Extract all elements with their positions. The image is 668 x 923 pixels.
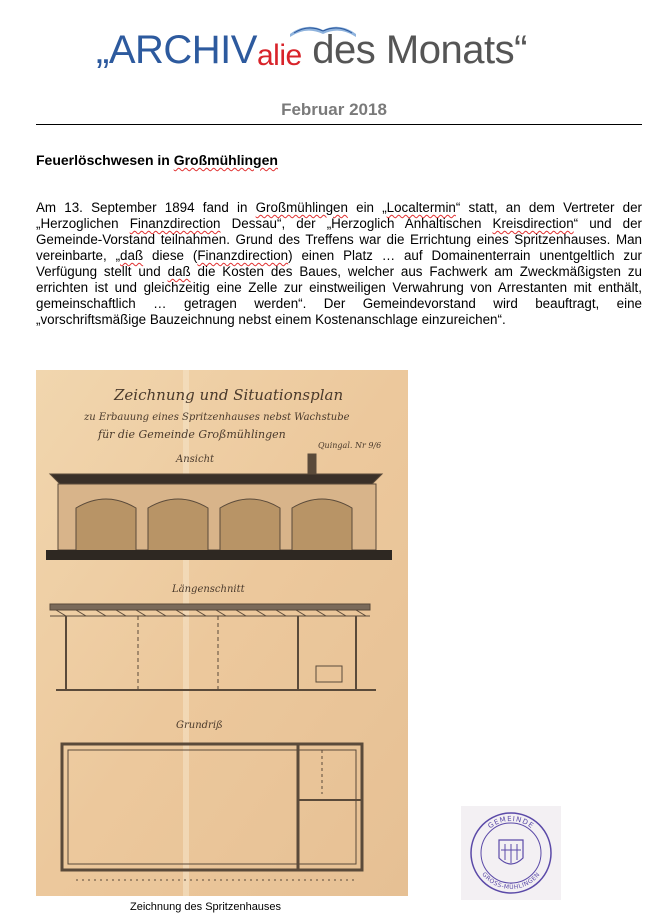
drawing-title-line3: für die Gemeinde Großmühlingen bbox=[98, 428, 286, 441]
archivalie-logo bbox=[96, 20, 596, 82]
seal-top-text: GEMEINDE bbox=[486, 814, 536, 831]
logo-des-monats: des Monats bbox=[301, 28, 515, 72]
label-grundriss: Grundriß bbox=[176, 720, 223, 731]
body-text: “ statt, an dem Vertreter der „Herzoglichen bbox=[36, 200, 642, 231]
body-text: ) einen Platz … auf Domainenterrain unentgeltlich zur Verfügung stellt und bbox=[36, 248, 642, 279]
label-ansicht: Ansicht bbox=[176, 454, 215, 465]
logo-archiv: ARCHIV bbox=[108, 28, 257, 72]
drawing-title-line2: zu Erbauung eines Spritzenhauses nebst Wachstube bbox=[84, 412, 350, 423]
label-laengsschnitt: Längenschnitt bbox=[172, 584, 245, 595]
article-body bbox=[36, 200, 642, 328]
body-text: “ und der Gemeinde-Vorstand teilnahmen. Grund des Treffens war die Errichtung eines Spritzenhauses. Man vereinbarte, „ bbox=[36, 216, 642, 263]
image-caption: Zeichnung des Spritzenhauses bbox=[130, 901, 282, 913]
seal-bottom-text: GROSS-MÜHLINGEN bbox=[480, 871, 542, 892]
drawing-reference: Quingal. Nr 9/6 bbox=[318, 441, 382, 450]
heading-place: Großmühlingen bbox=[173, 152, 278, 168]
spellcheck-word: Kreisdirection bbox=[492, 216, 574, 231]
issue-date: Februar 2018 bbox=[281, 100, 387, 119]
spellcheck-word: Finanzdirection bbox=[197, 248, 289, 263]
body-text: Am 13. September 1894 fand in bbox=[36, 200, 256, 215]
spritzenhaus-drawing bbox=[36, 370, 408, 896]
coat-of-arms-icon bbox=[499, 840, 523, 864]
body-text: die Kosten des Baues, welcher aus Fachwerk am Zweckmäßigsten zu errichten ist und gleichzeitig eine Zelle zur einstweiligen Verwahrung von Arrestanten mit enthält, gemeinschaftlich … getragen werden“. Der Gemeindevorstand wird beauftragt, eine „vorschriftsmäßige Bauzeichnung nebst einem Kostenanschlage einzureichen“. bbox=[36, 264, 643, 327]
logo-open-quote: „ bbox=[96, 28, 109, 72]
spellcheck-word: Localtermin bbox=[386, 200, 456, 215]
body-text: ein „ bbox=[347, 200, 387, 215]
body-text: Dessau“, der „Herzoglich Anhaltischen bbox=[220, 216, 493, 231]
spellcheck-word: daß bbox=[120, 248, 144, 263]
drawing-title-line1: Zeichnung und Situationsplan bbox=[114, 386, 344, 404]
spellcheck-word: Großmühlingen bbox=[255, 200, 348, 215]
article-heading bbox=[36, 152, 278, 168]
seal-stamp bbox=[461, 806, 561, 900]
heading-prefix: Feuerlöschwesen in bbox=[36, 152, 174, 168]
logo-close-quote: “ bbox=[514, 28, 527, 72]
logo-alie: alie bbox=[256, 39, 302, 72]
body-text: diese ( bbox=[143, 248, 198, 263]
municipal-seal bbox=[461, 806, 561, 900]
spellcheck-word: Finanzdirection bbox=[129, 216, 221, 231]
spellcheck-word: daß bbox=[167, 264, 191, 279]
header-divider bbox=[36, 124, 642, 125]
